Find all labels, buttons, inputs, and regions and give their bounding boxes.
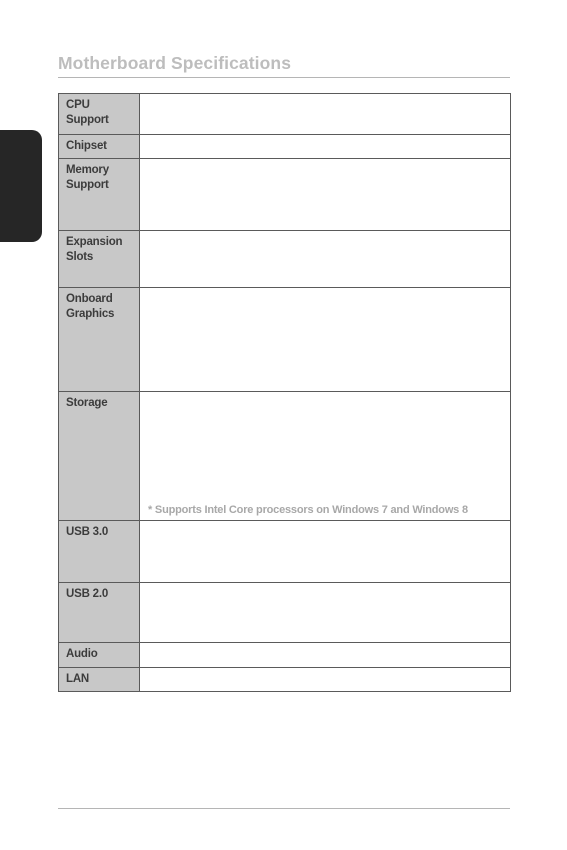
spec-label-cell: [59, 668, 140, 692]
spec-label: USB 3.0: [66, 526, 109, 538]
spec-value-cell: [140, 643, 511, 668]
page-title: Motherboard Specifications: [58, 53, 292, 73]
spec-label-cell: [59, 643, 140, 668]
title-divider: [58, 77, 510, 78]
chapter-side-tab: [0, 130, 42, 242]
spec-label-cell: [59, 135, 140, 159]
storage-footnote: * Supports Intel Core processors on Windows 7 and Windows 8: [148, 504, 468, 516]
spec-row-onboard-graphics: [59, 288, 511, 392]
spec-value-cell: [140, 668, 511, 692]
specifications-table: [58, 93, 511, 692]
spec-value-cell: [140, 159, 511, 231]
spec-row-memory-support: [59, 159, 511, 231]
spec-value-cell: [140, 94, 511, 135]
spec-row-expansion-slots: [59, 231, 511, 288]
spec-value-cell: [140, 288, 511, 392]
spec-label-cell: [59, 583, 140, 643]
spec-label: Memory Support: [66, 164, 109, 191]
spec-label-cell: [59, 159, 140, 231]
spec-label: Expansion Slots: [66, 236, 123, 263]
spec-row-audio: [59, 643, 511, 668]
spec-label-cell: [59, 392, 140, 521]
spec-value-cell: [140, 135, 511, 159]
spec-value-cell: [140, 521, 511, 583]
spec-label: Audio: [66, 648, 98, 660]
spec-label-cell: [59, 94, 140, 135]
spec-label: CPU Support: [66, 99, 109, 126]
spec-row-storage: [59, 392, 511, 521]
spec-row-lan: [59, 668, 511, 692]
spec-row-usb-3: [59, 521, 511, 583]
spec-label: Onboard Graphics: [66, 293, 115, 320]
spec-label: LAN: [66, 673, 90, 685]
spec-label-cell: [59, 288, 140, 392]
spec-label: USB 2.0: [66, 588, 109, 600]
spec-label: Chipset: [66, 140, 107, 152]
spec-label: Storage: [66, 397, 108, 409]
spec-row-cpu-support: [59, 94, 511, 135]
spec-value-cell: [140, 583, 511, 643]
spec-label-cell: [59, 521, 140, 583]
spec-row-usb-2: [59, 583, 511, 643]
spec-row-chipset: [59, 135, 511, 159]
spec-label-cell: [59, 231, 140, 288]
footer-divider: [58, 808, 510, 809]
spec-value-cell: [140, 231, 511, 288]
spec-value-cell: [140, 392, 511, 521]
